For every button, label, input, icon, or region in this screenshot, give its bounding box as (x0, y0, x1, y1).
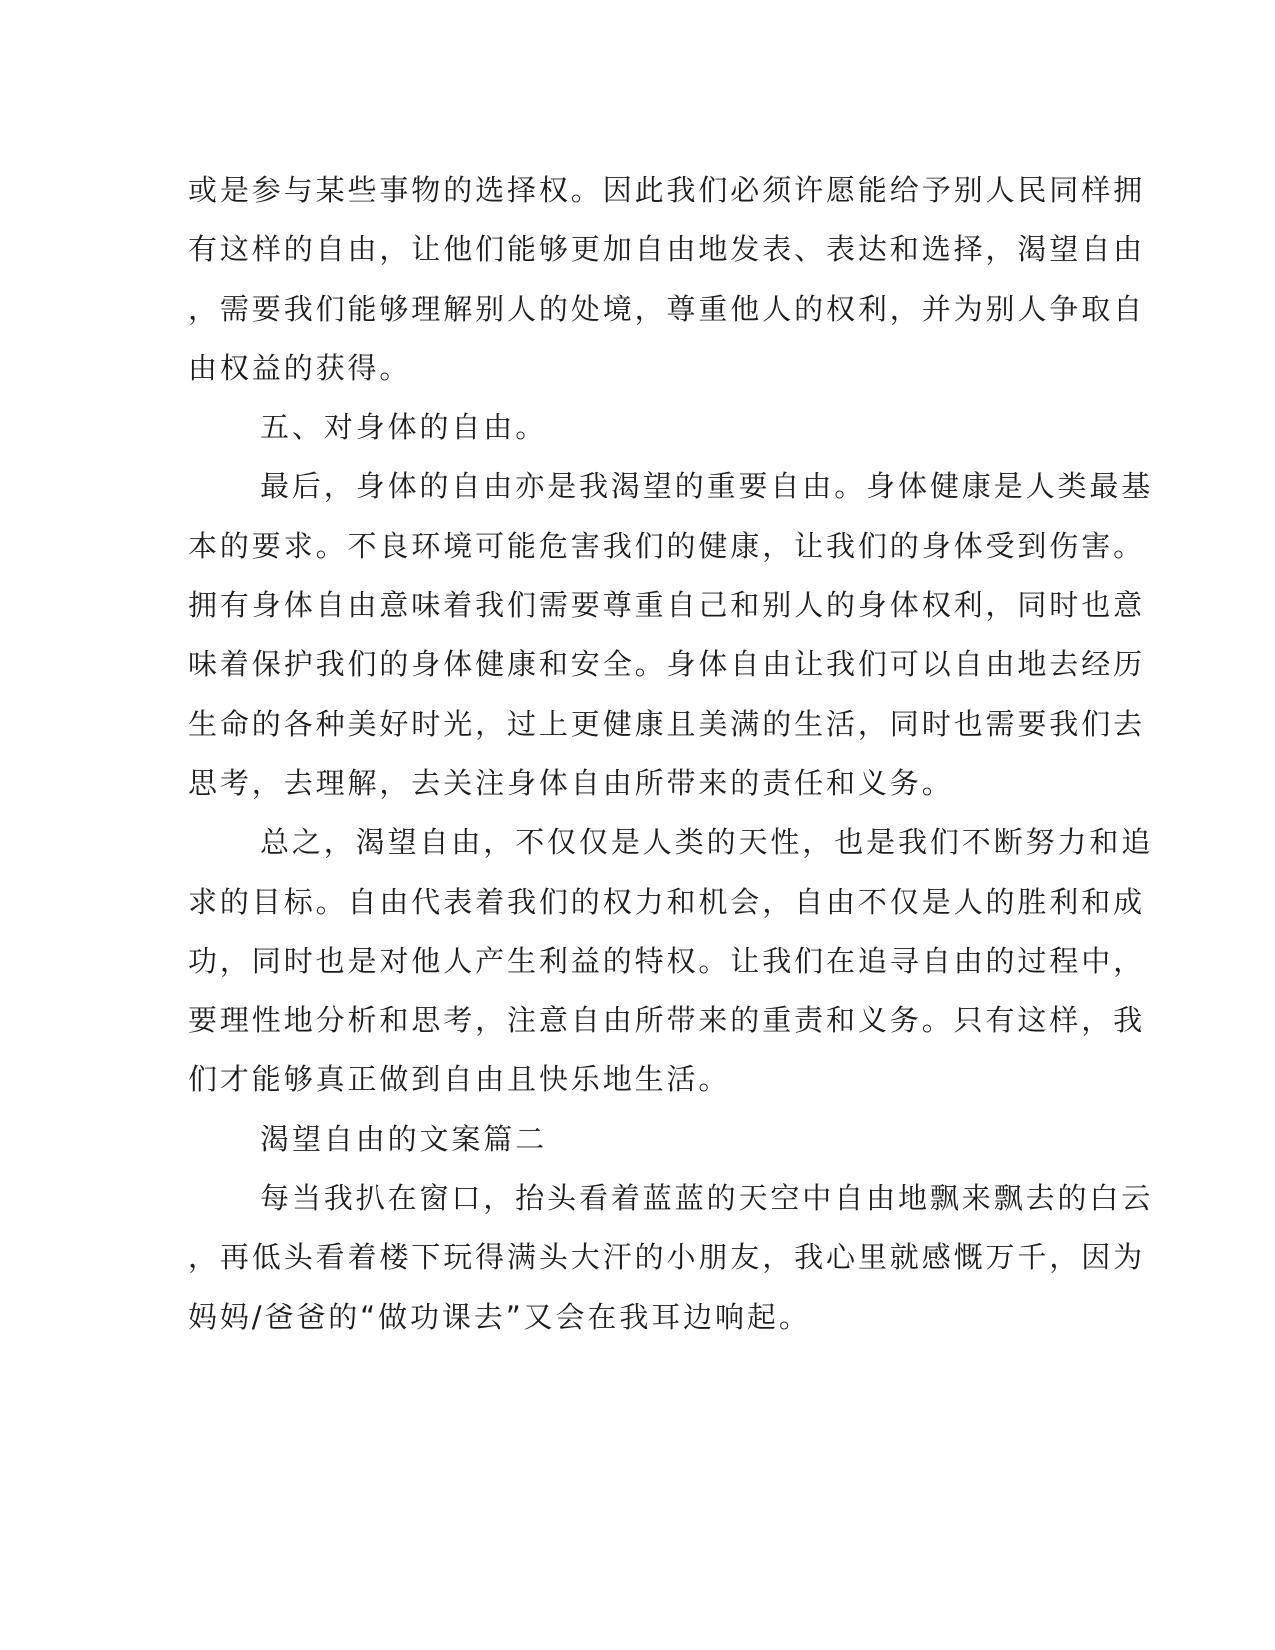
section-heading: 五、对身体的自由。 (260, 410, 548, 445)
text-line: 由权益的获得。 (188, 350, 412, 385)
text-line: 每当我扒在窗口，抬头看着蓝蓝的天空中自由地飘来飘去的白云 (260, 1181, 1154, 1216)
text-line: 妈妈/爸爸的“做功课去”又会在我耳边响起。 (188, 1299, 811, 1334)
text-line: 思考，去理解，去关注身体自由所带来的责任和义务。 (188, 765, 954, 800)
text-line: 求的目标。自由代表着我们的权力和机会，自由不仅是人的胜利和成 (188, 884, 1146, 919)
text-line: 有这样的自由，让他们能够更加自由地发表、表达和选择，渴望自由 (188, 232, 1146, 267)
document-body (188, 161, 1154, 1347)
text-line: 总之，渴望自由，不仅仅是人类的天性，也是我们不断努力和追 (260, 825, 1154, 860)
text-line: 最后，身体的自由亦是我渴望的重要自由。身体健康是人类最基 (260, 469, 1154, 504)
text-line: 味着保护我们的身体健康和安全。身体自由让我们可以自由地去经历 (188, 647, 1146, 682)
text-line: 本的要求。不良环境可能危害我们的健康，让我们的身体受到伤害。 (188, 528, 1146, 563)
text-line: 功，同时也是对他人产生利益的特权。让我们在追寻自由的过程中， (188, 943, 1146, 978)
text-line: 们才能够真正做到自由且快乐地生活。 (188, 1062, 731, 1097)
text-line: 生命的各种美好时光，过上更健康且美满的生活，同时也需要我们去 (188, 706, 1146, 741)
text-line: ，需要我们能够理解别人的处境，尊重他人的权利，并为别人争取自 (188, 291, 1146, 326)
article-heading: 渴望自由的文案篇二 (260, 1121, 548, 1156)
text-line: 要理性地分析和思考，注意自由所带来的重责和义务。只有这样，我 (188, 1003, 1146, 1038)
text-line: ，再低头看着楼下玩得满头大汗的小朋友，我心里就感慨万千，因为 (188, 1240, 1146, 1275)
text-line: 拥有身体自由意味着我们需要尊重自己和别人的身体权利，同时也意 (188, 588, 1146, 623)
text-line: 或是参与某些事物的选择权。因此我们必须许愿能给予别人民同样拥 (188, 173, 1146, 207)
